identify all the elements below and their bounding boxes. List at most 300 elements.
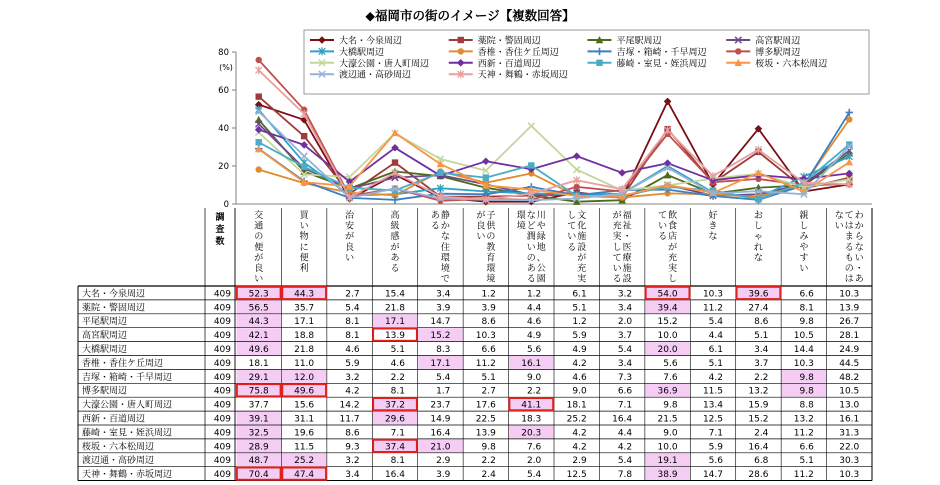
- category-header-char: 実: [612, 232, 622, 243]
- cell-value: 10.0: [657, 442, 678, 453]
- legend-label: 薬院・警固周辺: [477, 36, 541, 47]
- cell-value: 5.9: [345, 358, 360, 369]
- y-tick-label: 80: [218, 48, 229, 58]
- category-header-char: 文: [577, 211, 587, 221]
- cell-value: 17.1: [384, 317, 405, 328]
- cell-value: 37.4: [384, 442, 405, 453]
- legend-label: 大濠公園・唐人町周辺: [339, 59, 430, 70]
- category-header-char: の: [254, 232, 264, 243]
- cell-value: 37.2: [384, 400, 405, 411]
- cell-value: 10.0: [657, 331, 678, 342]
- category-header-char: ・: [854, 264, 864, 274]
- category-header: [254, 209, 263, 285]
- category-header-char: が: [254, 253, 264, 264]
- cell-value: 4.9: [526, 331, 542, 342]
- cell-value: 11.5: [702, 386, 723, 397]
- cell-value: 2.2: [754, 372, 769, 383]
- cell-value: 5.4: [345, 303, 360, 314]
- cell-value: 5.6: [708, 456, 723, 467]
- category-header-char: 地: [536, 242, 546, 253]
- cell-value: 39.6: [748, 289, 769, 300]
- cell-value: 8.1: [799, 303, 814, 314]
- category-header-char: の: [486, 232, 496, 243]
- cell-value: 16.1: [521, 358, 542, 369]
- cell-value: 5.1: [799, 456, 814, 467]
- category-header: [517, 210, 546, 285]
- category-header-char: 充: [612, 221, 622, 232]
- row-n: 409: [213, 344, 231, 355]
- category-header-char: 物: [299, 232, 309, 243]
- cell-value: 7.6: [526, 442, 542, 453]
- cell-value: 1.2: [526, 289, 542, 300]
- cell-value: 7.1: [708, 428, 723, 439]
- data-point: [528, 123, 534, 129]
- legend-label: 香椎・香住ケ丘周辺: [477, 47, 559, 58]
- category-header-char: お: [753, 211, 763, 221]
- cell-value: 18.1: [248, 358, 269, 369]
- category-header-char: あ: [430, 211, 440, 221]
- cell-value: 6.1: [572, 289, 587, 300]
- cell-value: 11.2: [793, 428, 814, 439]
- category-header-char: 実: [577, 274, 587, 285]
- cell-value: 4.6: [572, 372, 587, 383]
- cell-value: 21.8: [294, 344, 315, 355]
- cell-value: 9.0: [663, 428, 678, 439]
- data-point: [483, 174, 489, 180]
- category-header-char: る: [390, 264, 400, 274]
- category-header-char: 充: [577, 264, 587, 274]
- category-header-char: な: [440, 232, 450, 243]
- category-header-char: み: [799, 232, 809, 243]
- category-header-char: れ: [753, 242, 763, 253]
- y-tick-label: 60: [218, 86, 229, 96]
- category-header-char: し: [612, 242, 622, 253]
- cell-value: 31.1: [294, 414, 315, 425]
- row-label: 渡辺通・高砂周辺: [82, 456, 155, 467]
- cell-value: 4.2: [345, 386, 360, 397]
- category-header-char: 環: [516, 211, 526, 221]
- category-header-char: い: [612, 264, 622, 274]
- cell-value: 5.4: [436, 372, 451, 383]
- category-header-char: い: [345, 253, 355, 264]
- cell-value: 4.2: [572, 358, 587, 369]
- cell-value: 5.4: [526, 470, 542, 481]
- cell-value: 3.2: [345, 456, 360, 467]
- row-n: 409: [213, 470, 231, 481]
- cell-value: 70.4: [248, 470, 269, 481]
- row-label: 大橋駅周辺: [82, 344, 128, 355]
- category-header-char: が: [577, 253, 587, 264]
- cell-value: 4.2: [617, 442, 633, 453]
- cell-value: 16.4: [384, 470, 405, 481]
- data-point: [392, 159, 398, 165]
- data-point: [256, 57, 262, 63]
- cell-value: 1.2: [572, 317, 587, 328]
- cell-value: 6.6: [799, 289, 814, 300]
- category-header-char: る: [658, 232, 668, 243]
- category-header-char: は: [844, 221, 854, 232]
- cell-value: 2.7: [481, 386, 496, 397]
- category-header-char: 子: [486, 211, 496, 221]
- cell-value: 8.6: [754, 317, 769, 328]
- row-label: 博多駅周辺: [82, 386, 128, 397]
- cell-value: 8.8: [799, 400, 814, 411]
- data-point: [437, 170, 443, 176]
- cell-value: 48.2: [839, 372, 860, 383]
- category-header: [390, 209, 399, 274]
- cell-value: 36.9: [657, 386, 678, 397]
- category-header-char: 設: [622, 274, 632, 285]
- row-label: 薬院・警固周辺: [82, 303, 146, 314]
- cell-value: 13.9: [384, 331, 405, 342]
- category-header-char: 飲: [668, 211, 678, 221]
- data-table: [78, 208, 872, 481]
- category-header: [567, 209, 586, 285]
- row-n: 409: [213, 303, 231, 314]
- category-header-char: は: [844, 274, 854, 285]
- cell-value: 4.2: [708, 372, 723, 383]
- category-header-char: 級: [390, 221, 400, 232]
- cell-value: 3.7: [754, 358, 769, 369]
- data-point: [458, 37, 464, 43]
- category-header-char: の: [844, 264, 854, 274]
- row-n: 409: [213, 428, 231, 439]
- row-label: 桜坂・六本松周辺: [82, 442, 155, 453]
- cell-value: 13.0: [839, 400, 860, 411]
- cell-value: 10.3: [793, 358, 814, 369]
- cell-value: 4.4: [617, 428, 633, 439]
- row-label: 西新・百道周辺: [82, 414, 146, 425]
- category-header-char: や: [536, 221, 546, 232]
- cell-value: 9.0: [572, 386, 587, 397]
- cell-value: 3.9: [436, 303, 451, 314]
- category-header: [658, 209, 677, 285]
- legend-label: 渡辺通・高砂周辺: [339, 70, 412, 81]
- cell-value: 5.1: [572, 303, 587, 314]
- data-point: [573, 152, 581, 160]
- category-header-char: 施: [577, 232, 587, 243]
- category-header-char: る: [567, 242, 577, 253]
- cell-value: 52.3: [248, 289, 269, 300]
- data-point: [755, 196, 761, 202]
- data-point: [256, 66, 262, 74]
- category-header-char: 設: [577, 242, 587, 253]
- legend-label: 平尾駅周辺: [616, 36, 662, 47]
- category-header-char: が: [476, 211, 486, 221]
- header-n-char: 調: [215, 213, 225, 223]
- row-n: 409: [213, 358, 231, 369]
- legend-label: 藤崎・室見・姪浜周辺: [616, 59, 707, 70]
- category-header-char: い: [834, 221, 844, 232]
- category-header-char: い: [567, 232, 577, 243]
- cell-value: 2.2: [481, 456, 496, 467]
- cell-value: 8.1: [345, 317, 360, 328]
- cell-value: 14.4: [793, 344, 814, 355]
- category-header-char: な: [753, 253, 763, 264]
- category-header-char: 園: [536, 274, 546, 285]
- cell-value: 8.6: [345, 428, 360, 439]
- cell-value: 25.2: [294, 456, 315, 467]
- cell-value: 22.5: [475, 414, 496, 425]
- category-header-char: 境: [440, 264, 450, 274]
- category-header-char: 充: [668, 253, 678, 264]
- data-point: [735, 48, 741, 54]
- cell-value: 4.2: [572, 442, 587, 453]
- cell-value: 7.8: [617, 470, 633, 481]
- row-n: 409: [213, 289, 231, 300]
- cell-value: 8.3: [436, 344, 451, 355]
- cell-value: 5.9: [708, 442, 723, 453]
- cell-value: 49.6: [294, 386, 315, 397]
- category-header-char: い: [299, 221, 309, 232]
- category-header-char: 祉: [622, 221, 632, 232]
- cell-value: 21.8: [384, 303, 405, 314]
- cell-value: 2.4: [481, 470, 496, 481]
- cell-value: 35.7: [294, 303, 315, 314]
- category-header-char: 良: [254, 264, 264, 274]
- cell-value: 30.3: [839, 456, 860, 467]
- category-header-char: る: [612, 274, 622, 285]
- cell-value: 28.1: [839, 331, 860, 342]
- data-point: [618, 169, 626, 177]
- category-header: [431, 209, 450, 285]
- cell-value: 6.6: [799, 442, 814, 453]
- category-header-char: い: [799, 264, 809, 274]
- cell-value: 5.1: [390, 344, 405, 355]
- cell-value: 75.8: [248, 386, 269, 397]
- cell-value: 2.2: [526, 386, 542, 397]
- row-label: 藤崎・室見・姪浜周辺: [82, 428, 173, 439]
- cell-value: 23.7: [430, 400, 451, 411]
- category-header-char: 実: [668, 264, 678, 274]
- category-header-char: 店: [668, 232, 678, 243]
- category-header-char: 食: [668, 221, 678, 232]
- cell-value: 2.9: [572, 456, 587, 467]
- chart-title: ◆福岡市の街のイメージ【複数回答】: [365, 8, 575, 23]
- cell-value: 44.3: [294, 289, 315, 300]
- data-point: [664, 98, 672, 106]
- cell-value: 41.1: [521, 400, 542, 411]
- data-point: [574, 166, 580, 172]
- data-point: [458, 48, 464, 54]
- data-point: [301, 133, 307, 139]
- cell-value: 14.9: [430, 414, 451, 425]
- category-header-char: す: [799, 253, 809, 264]
- header-n-char: 査: [215, 225, 225, 235]
- category-header-char: 供: [486, 221, 496, 232]
- data-point: [755, 169, 763, 176]
- category-header-char: な: [526, 211, 536, 221]
- category-header-char: し: [668, 274, 678, 285]
- cell-value: 8.1: [345, 331, 360, 342]
- data-point: [301, 153, 307, 159]
- category-header-char: 化: [577, 221, 587, 232]
- cell-value: 18.1: [566, 400, 587, 411]
- row-n: 409: [213, 442, 231, 453]
- y-tick-label: 20: [218, 162, 229, 172]
- category-header-char: 安: [345, 221, 355, 232]
- category-header-char: 施: [622, 264, 632, 274]
- cell-value: 11.0: [294, 358, 315, 369]
- cell-value: 9.8: [799, 372, 814, 383]
- cell-value: 6.8: [754, 456, 769, 467]
- cell-value: 3.2: [345, 372, 360, 383]
- cell-value: 4.4: [708, 331, 723, 342]
- cell-value: 4.9: [572, 344, 587, 355]
- cell-value: 11.2: [702, 303, 723, 314]
- cell-value: 17.1: [430, 358, 451, 369]
- cell-value: 25.2: [566, 414, 587, 425]
- cell-value: 26.7: [839, 317, 860, 328]
- cell-value: 12.0: [294, 372, 315, 383]
- cell-value: 6.6: [617, 386, 633, 397]
- legend-label: 吉塚・箱崎・千早周辺: [616, 47, 707, 58]
- category-header-char: が: [390, 242, 400, 253]
- cell-value: 7.3: [617, 372, 633, 383]
- category-header-char: ま: [844, 232, 854, 243]
- cell-value: 11.2: [793, 470, 814, 481]
- category-header-char: が: [612, 211, 622, 221]
- cell-value: 15.6: [294, 400, 315, 411]
- cell-value: 9.0: [526, 372, 542, 383]
- category-header-char: 便: [299, 253, 309, 264]
- row-label: 吉塚・箱崎・千早周辺: [82, 372, 173, 383]
- cell-value: 10.3: [475, 331, 496, 342]
- category-header-char: な: [834, 211, 844, 221]
- legend-label: 桜坂・六本松周辺: [755, 59, 828, 70]
- category-header-char: で: [440, 274, 450, 285]
- category-header: [476, 210, 496, 285]
- cell-value: 14.2: [339, 400, 360, 411]
- legend-label: 高宮駅周辺: [755, 36, 801, 47]
- category-header-char: 住: [440, 242, 450, 253]
- cell-value: 44.3: [248, 317, 269, 328]
- cell-value: 47.4: [294, 470, 315, 481]
- cell-value: 5.4: [708, 317, 723, 328]
- legend-label: 博多駅周辺: [755, 47, 801, 58]
- cell-value: 14.7: [430, 317, 451, 328]
- category-header-char: て: [612, 253, 622, 264]
- cell-value: 39.4: [657, 303, 678, 314]
- cell-value: 14.7: [702, 470, 723, 481]
- cell-value: 11.2: [475, 358, 496, 369]
- cell-value: 3.9: [436, 470, 451, 481]
- row-n: 409: [213, 317, 231, 328]
- cell-value: 7.6: [663, 372, 678, 383]
- category-header-char: 静: [440, 211, 450, 221]
- category-header-char: 潤: [526, 232, 536, 243]
- series-9: [256, 123, 853, 194]
- legend-label: 天神・舞鶴・赤坂周辺: [477, 70, 568, 81]
- category-header: [345, 209, 355, 263]
- category-header: [799, 209, 808, 274]
- row-label: 平尾駅周辺: [82, 317, 128, 328]
- cell-value: 10.5: [839, 386, 860, 397]
- cell-value: 16.4: [430, 428, 451, 439]
- cell-value: 49.6: [248, 344, 269, 355]
- cell-value: 48.7: [248, 456, 269, 467]
- cell-value: 54.0: [657, 289, 678, 300]
- category-header-char: 育: [486, 253, 496, 264]
- cell-value: 21.5: [657, 414, 678, 425]
- category-header-char: や: [799, 242, 809, 253]
- category-header: [754, 210, 763, 263]
- cell-value: 13.9: [839, 303, 860, 314]
- cell-value: 12.5: [702, 414, 723, 425]
- cell-value: 3.4: [617, 358, 633, 369]
- row-n: 409: [213, 414, 231, 425]
- category-header-char: あ: [390, 253, 400, 264]
- legend: [304, 30, 869, 94]
- row-label: 天神・舞鶴・赤坂周辺: [82, 470, 173, 481]
- cell-value: 13.2: [748, 386, 769, 397]
- category-header-char: る: [430, 221, 440, 232]
- category-header-char: 高: [390, 211, 400, 221]
- category-header-char: が: [345, 232, 355, 243]
- cell-value: 15.2: [748, 414, 769, 425]
- header-n-char: 数: [215, 237, 225, 247]
- category-header-char: 治: [345, 211, 355, 221]
- row-n: 409: [213, 400, 231, 411]
- legend-label: 西新・百道周辺: [477, 59, 541, 70]
- data-point: [482, 157, 490, 165]
- cell-value: 15.2: [657, 317, 678, 328]
- data-point: [574, 184, 580, 190]
- category-header-char: 感: [390, 232, 400, 243]
- cell-value: 8.6: [481, 317, 496, 328]
- category-header-char: 環: [486, 264, 496, 274]
- cell-value: 8.1: [390, 456, 405, 467]
- cell-value: 56.5: [248, 303, 269, 314]
- cell-value: 11.7: [339, 414, 360, 425]
- cell-value: 6.6: [481, 344, 496, 355]
- cell-value: 39.1: [248, 414, 269, 425]
- cell-value: 4.6: [345, 344, 360, 355]
- category-header-char: の: [526, 253, 536, 264]
- cell-value: 5.4: [617, 344, 633, 355]
- cell-value: 24.9: [839, 344, 860, 355]
- cell-value: 19.6: [294, 428, 315, 439]
- cell-value: 10.5: [793, 331, 814, 342]
- cell-value: 6.1: [708, 344, 723, 355]
- cell-value: 9.8: [663, 400, 678, 411]
- data-point: [256, 166, 262, 172]
- cell-value: 2.9: [436, 456, 451, 467]
- data-point: [528, 162, 534, 168]
- category-header-char: い: [526, 242, 536, 253]
- row-label: 香椎・香住ケ丘周辺: [82, 358, 164, 369]
- data-point: [596, 60, 602, 66]
- cell-value: 5.4: [617, 456, 633, 467]
- row-n: 409: [213, 331, 231, 342]
- cell-value: 13.2: [793, 414, 814, 425]
- category-header-char: わ: [854, 211, 864, 221]
- cell-value: 10.3: [702, 289, 723, 300]
- category-header-char: い: [476, 232, 486, 243]
- category-header-char: 好: [708, 211, 718, 221]
- category-header-char: し: [799, 221, 809, 232]
- category-header-char: な: [854, 242, 864, 253]
- category-header-char: 交: [254, 211, 264, 221]
- category-header: [613, 209, 632, 285]
- cell-value: 5.1: [708, 358, 723, 369]
- cell-value: 5.6: [663, 358, 678, 369]
- category-header-char: て: [844, 211, 854, 221]
- category-header: [708, 209, 717, 242]
- row-n: 409: [213, 386, 231, 397]
- cell-value: 3.2: [617, 289, 633, 300]
- category-header-char: 良: [345, 242, 355, 253]
